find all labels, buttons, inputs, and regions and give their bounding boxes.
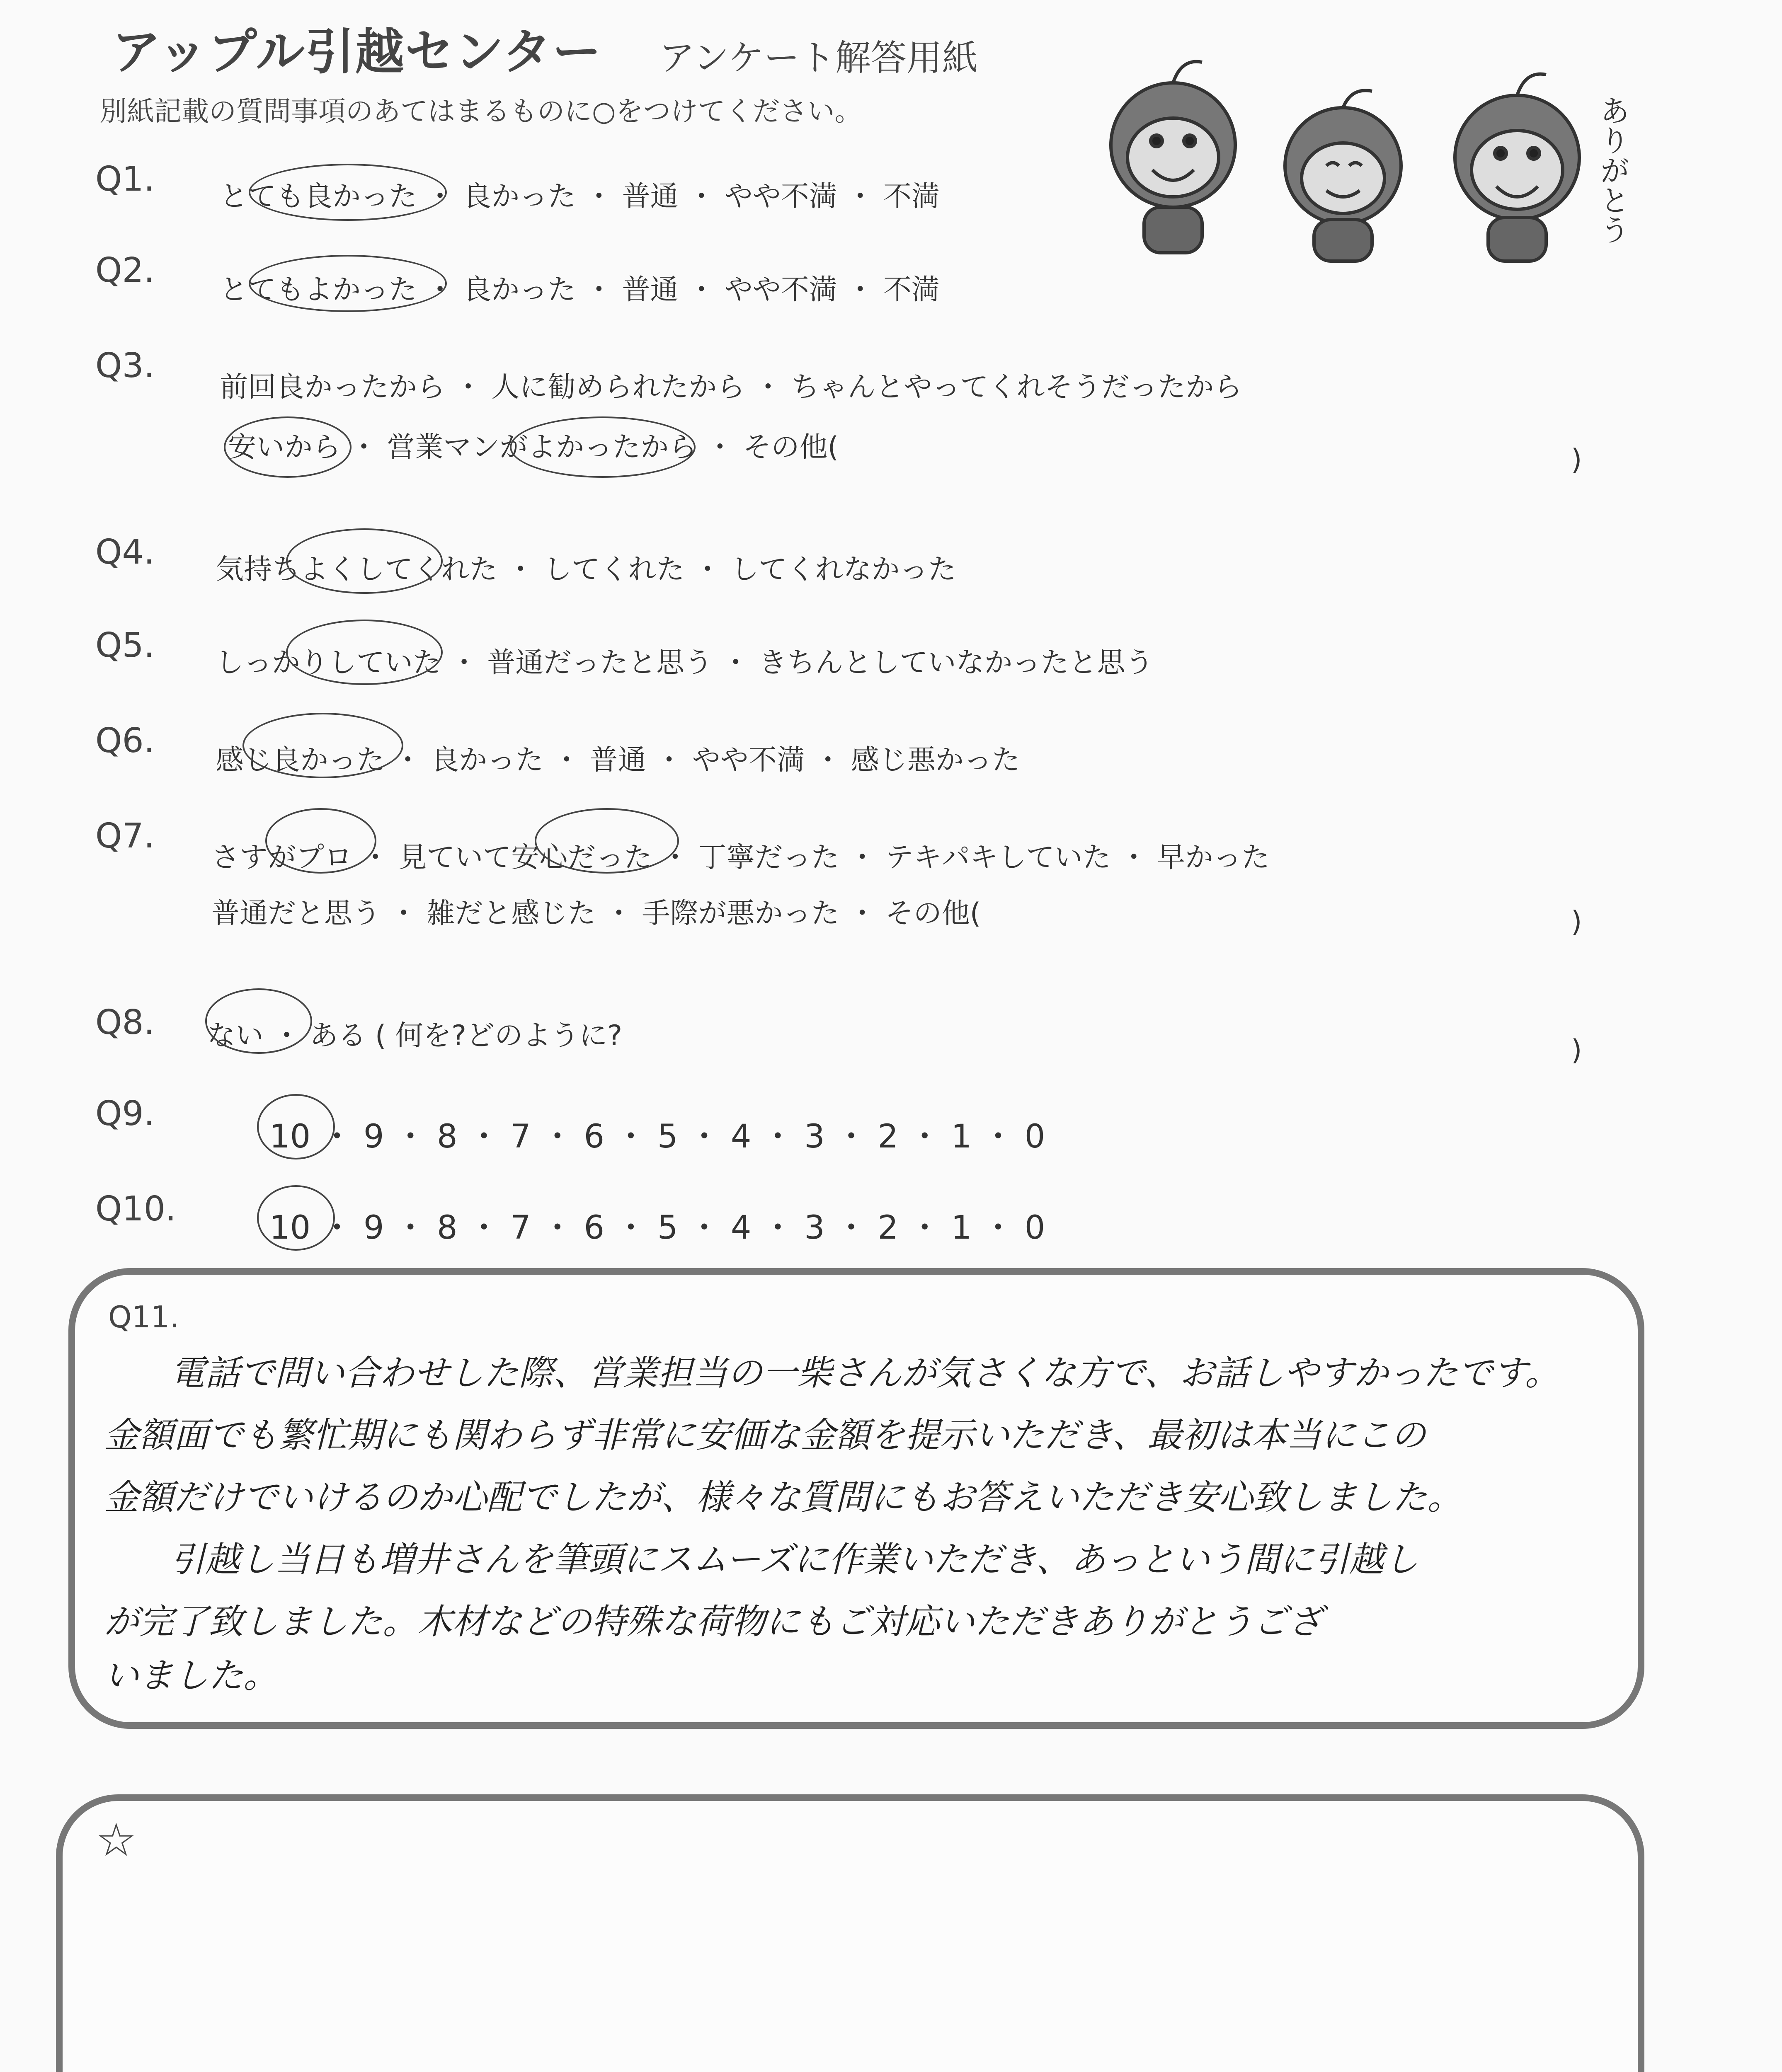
monkey-mascots-illustration	[1103, 33, 1650, 265]
q4-selection-circle	[286, 528, 443, 594]
q3-options-line1[interactable]: 前回良かったから ・ 人に勧められたから ・ ちゃんとやってくれそうだったから	[220, 371, 1242, 404]
q3-paren-close: )	[1571, 443, 1582, 476]
q5-options[interactable]: しっかりしていた ・ 普通だったと思う ・ きちんとしていなかったと思う	[216, 646, 1154, 679]
q11-comment-line: 金額だけでいけるのか心配でしたが、様々な質問にもお答えいただき安心致しました。	[104, 1477, 1462, 1518]
star-icon: ☆	[96, 1813, 137, 1866]
q1-label: Q1.	[95, 160, 155, 199]
q8-label: Q8.	[95, 1003, 155, 1042]
monkey-mascot-left	[1111, 62, 1235, 253]
free-comment-box[interactable]	[56, 1794, 1644, 2072]
form-title: アップル引越センター	[112, 23, 602, 80]
q10-scale[interactable]: 10 ・ 9 ・ 8 ・ 7 ・ 6 ・ 5 ・ 4 ・ 3 ・ 2 ・ 1 ・ 0	[269, 1209, 1045, 1247]
q7-selection-circle-2	[535, 808, 679, 874]
q2-label: Q2.	[95, 251, 155, 290]
q11-label: Q11.	[108, 1300, 179, 1334]
instruction-text: 別紙記載の質問事項のあてはまるものに○をつけてください。	[99, 95, 862, 127]
monkey-mascot-right	[1455, 74, 1579, 261]
q11-comment-line: いました。	[104, 1655, 279, 1696]
q10-label: Q10.	[95, 1189, 176, 1229]
q7-label: Q7.	[95, 816, 155, 856]
q11-comment-box[interactable]	[68, 1268, 1644, 1729]
q8-options[interactable]: ない ・ ある ( 何を?どのように?	[207, 1019, 623, 1052]
q9-selection-circle	[257, 1094, 335, 1159]
q2-selection-circle	[249, 255, 447, 312]
q3-selection-circle-2	[510, 416, 696, 478]
q3-selection-circle-1	[224, 416, 352, 478]
q3-label: Q3.	[95, 346, 155, 385]
q8-selection-circle	[205, 988, 312, 1054]
q6-selection-circle	[242, 713, 403, 778]
q11-comment-line: 電話で問い合わせした際、営業担当の一柴さんが気さくな方で、お話しやすかったです。	[170, 1353, 1560, 1393]
q6-options[interactable]: 感じ良かった ・ 良かった ・ 普通 ・ やや不満 ・ 感じ悪かった	[216, 744, 1020, 777]
q8-paren-close: )	[1571, 1034, 1582, 1067]
q9-scale[interactable]: 10 ・ 9 ・ 8 ・ 7 ・ 6 ・ 5 ・ 4 ・ 3 ・ 2 ・ 1 ・ 0	[269, 1118, 1045, 1155]
q4-options[interactable]: 気持ちよくしてくれた ・ してくれた ・ してくれなかった	[216, 553, 956, 586]
q6-label: Q6.	[95, 721, 155, 760]
q2-options[interactable]: とてもよかった ・ 良かった ・ 普通 ・ やや不満 ・ 不満	[220, 274, 940, 306]
q11-comment-line: が完了致しました。木材などの特殊な荷物にもご対応いただきありがとうござ	[104, 1601, 1323, 1642]
q5-selection-circle	[286, 620, 443, 685]
q7-paren-close: )	[1571, 905, 1582, 938]
form-subtitle: アンケート解答用紙	[659, 37, 978, 79]
q7-options-line2[interactable]: 普通だと思う ・ 雑だと感じた ・ 手際が悪かった ・ その他(	[211, 897, 981, 930]
q11-comment-line: 引越し当日も増井さんを筆頭にスムーズに作業いただき、あっという間に引越し	[170, 1539, 1419, 1580]
q11-comment-line: 金額面でも繁忙期にも関わらず非常に安価な金額を提示いただき、最初は本当にこの	[104, 1415, 1426, 1455]
q3-options-line2[interactable]: 安いから ・ 営業マンがよかったから ・ その他(	[228, 431, 839, 464]
q5-label: Q5.	[95, 626, 155, 665]
q10-selection-circle	[257, 1185, 335, 1251]
q4-label: Q4.	[95, 533, 155, 572]
q1-options[interactable]: とても良かった ・ 良かった ・ 普通 ・ やや不満 ・ 不満	[220, 180, 940, 213]
q7-selection-circle-1	[265, 808, 376, 874]
monkey-mascot-middle	[1285, 90, 1401, 261]
mascot-caption: ありがとう	[1595, 95, 1630, 244]
q1-selection-circle	[249, 164, 447, 221]
q7-options-line1[interactable]: さすがプロ ・ 見ていて安心だった ・ 丁寧だった ・ テキパキしていた ・ 早かった	[211, 841, 1270, 874]
q9-label: Q9.	[95, 1094, 155, 1133]
